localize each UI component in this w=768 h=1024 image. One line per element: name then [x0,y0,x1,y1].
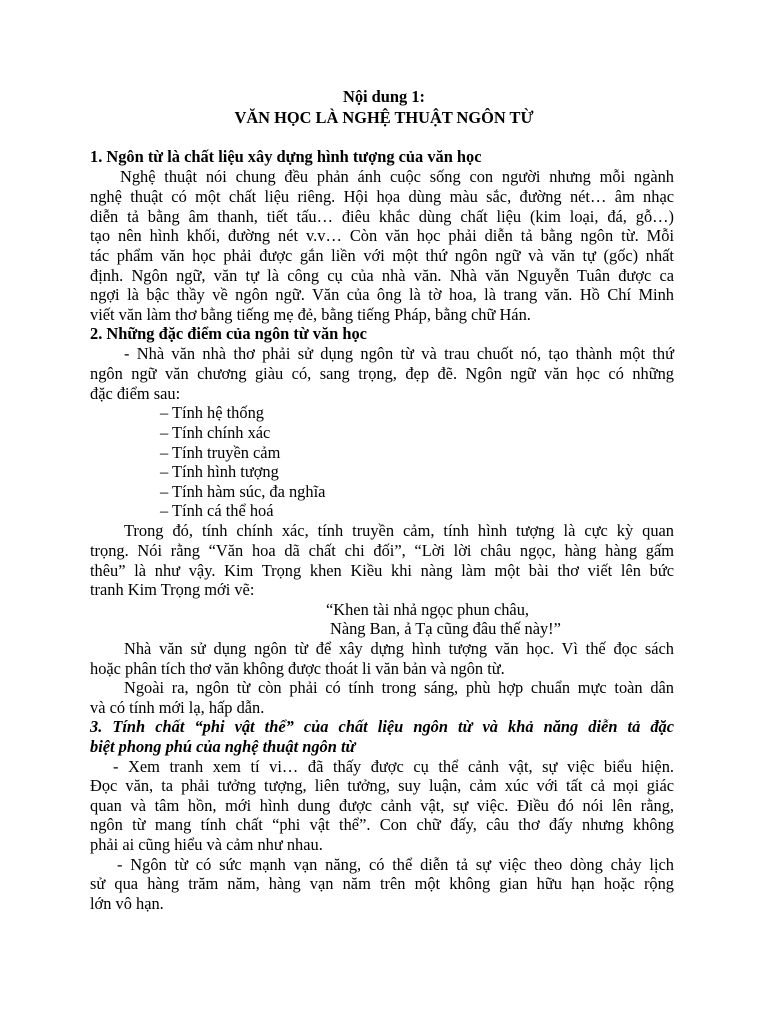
section-1-line: ngợi là bậc thầy về ngôn ngữ. Văn của ông là tờ hoa, là trang văn. Hồ Chí Minh [90,285,674,304]
section-3-paragraph-line: phải ai cũng hiểu và cảm như nhau. [90,835,323,854]
feature-list-item: – Tính hệ thống [160,403,264,422]
section-3-paragraph-line: lớn vô hạn. [90,894,164,913]
section-3-paragraph-line: sử qua hàng trăm năm, hàng vạn năm trên một không gian hữu hạn hoặc rộng [90,874,674,893]
section-2-paragraph-line: Ngoài ra, ngôn từ còn phải có tính trong sáng, phù hợp chuẩn mực toàn dân [124,678,674,697]
section-2-paragraph-line: Nhà văn sử dụng ngôn từ để xây dựng hình tượng văn học. Vì thế đọc sách [124,639,674,658]
section-3-heading: biệt phong phú của nghệ thuật ngôn từ [90,737,356,756]
section-2-paragraph-line: và có tính mới lạ, hấp dẫn. [90,698,265,717]
section-2-paragraph-line: tranh Kim Trọng mới vẽ: [90,580,255,599]
feature-list-item: – Tính truyền cảm [160,443,281,462]
content-number-title: Nội dung 1: [343,87,425,106]
section-2-paragraph-line: thêu” là như vậy. Kim Trọng khen Kiều khi nàng làm một bài thơ viết lên bức [90,561,674,580]
section-2-paragraph-line: hoặc phân tích thơ văn không được thoát li văn bản và ngôn từ. [90,659,505,678]
section-1-line: tạo nên hình khối, đường nét v.v… Còn văn học phải diễn tả bằng ngôn từ. Mỗi [90,226,674,245]
main-title: VĂN HỌC LÀ NGHỆ THUẬT NGÔN TỪ [234,108,534,127]
feature-list-item: – Tính cá thể hoá [160,501,274,520]
feature-list-item: – Tính hình tượng [160,462,279,481]
section-1-line: diễn tả bằng âm thanh, tiết tấu… điêu khắc dùng chất liệu (kim loại, đá, gỗ…) [90,207,674,226]
section-3-paragraph-line: Đọc văn, ta phải tưởng tượng, liên tưởng, suy luận, cảm xúc với tất cả mọi giác [90,776,674,795]
section-2-heading: 2. Những đặc điểm của ngôn từ văn học [90,324,367,343]
feature-list-item: – Tính hàm súc, đa nghĩa [160,482,326,501]
section-2-paragraph-line: trọng. Nói rằng “Văn hoa dã chất chi đối”, “Lời lời châu ngọc, hàng hàng gấm [90,541,674,560]
poem-quote-line: Nàng Ban, ả Tạ cũng đâu thế này!” [330,619,561,638]
section-1-line: viết văn làm thơ bằng tiếng mẹ đẻ, bằng tiếng Pháp, bằng chữ Hán. [90,305,531,324]
section-1-heading: 1. Ngôn từ là chất liệu xây dựng hình tượng của văn học [90,147,482,166]
feature-list-item: – Tính chính xác [160,423,271,442]
section-1-line: tác phẩm văn học phải được gắn liền với một thứ ngôn ngữ và văn tự (gốc) nhất [90,246,674,265]
section-3-paragraph-line: ngôn từ mang tính chất “phi vật thể”. Con chữ đấy, câu thơ đấy nhưng không [90,815,674,834]
section-3-heading: 3. Tính chất “phi vật thể” của chất liệu ngôn từ và khả năng diễn tả đặc [90,717,674,736]
poem-quote-line: “Khen tài nhả ngọc phun châu, [326,600,529,619]
section-1-line: nghệ thuật có một chất liệu riêng. Hội họa dùng màu sắc, đường nét… âm nhạc [90,187,674,206]
section-3-paragraph-line: - Ngôn từ có sức mạnh vạn năng, có thể diễn tả sự việc theo dòng chảy lịch [117,855,674,874]
section-2-paragraph-line: Trong đó, tính chính xác, tính truyền cảm, tính hình tượng là cực kỳ quan [124,521,674,540]
section-2-intro-line: ngôn ngữ văn chương giàu có, sang trọng, đẹp đẽ. Ngôn ngữ văn học có những [90,364,674,383]
section-3-paragraph-line: quan và tâm hồn, mới hình dung được cảnh vật, sự việc. Điều đó nói lên rằng, [90,796,674,815]
section-1-line: Nghệ thuật nói chung đều phản ánh cuộc sống con người nhưng mỗi ngành [120,167,674,186]
section-1-line: định. Ngôn ngữ, văn tự là công cụ của nhà văn. Nhà văn Nguyễn Tuân được ca [90,266,674,285]
section-2-intro-line: đặc điểm sau: [90,384,181,403]
section-2-intro-line: - Nhà văn nhà thơ phải sử dụng ngôn từ và trau chuốt nó, tạo thành một thứ [124,344,674,363]
section-3-paragraph-line: - Xem tranh xem tí vi… đã thấy được cụ thể cảnh vật, sự việc biểu hiện. [113,757,674,776]
